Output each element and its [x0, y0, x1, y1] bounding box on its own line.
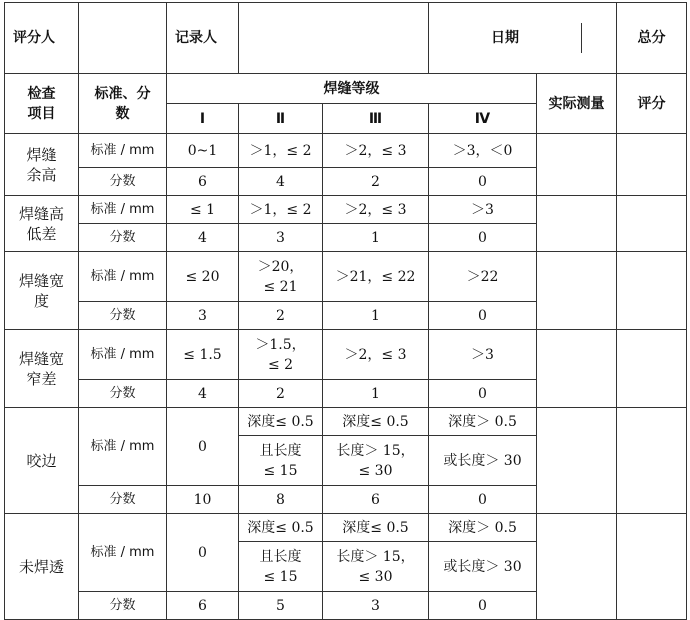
standard-cell: 深度≤ 0.5 — [239, 408, 323, 436]
standard-label: 标准 / mm — [79, 408, 167, 486]
score-value: 4 — [167, 224, 239, 252]
score-cell[interactable] — [617, 134, 687, 196]
standard-cell: ＞20， ≤ 21 — [239, 252, 323, 302]
score-value: 8 — [239, 486, 323, 514]
col-grade-header: 焊缝等级 — [167, 74, 537, 104]
score-value: 0 — [429, 592, 537, 620]
standard-label: 标准 / mm — [79, 514, 167, 592]
standard-cell: 0~1 — [167, 134, 239, 168]
standard-cell: 0 — [167, 408, 239, 486]
measured-cell[interactable] — [537, 408, 617, 514]
standard-label: 标准 / mm — [79, 196, 167, 224]
standard-cell: ＞21，≤ 22 — [323, 252, 429, 302]
col-item-header: 检查 项目 — [5, 74, 79, 134]
grade-1-header: Ⅰ — [167, 104, 239, 134]
standard-cell: ＞3，＜0 — [429, 134, 537, 168]
standard-cell: 深度≤ 0.5 — [323, 514, 429, 542]
score-value: 0 — [429, 380, 537, 408]
score-label: 分数 — [79, 380, 167, 408]
standard-cell: 或长度＞ 30 — [429, 542, 537, 592]
score-value: 0 — [429, 486, 537, 514]
score-cell[interactable] — [617, 196, 687, 252]
score-cell[interactable] — [617, 514, 687, 620]
measured-cell[interactable] — [537, 514, 617, 620]
grade-3-header: Ⅲ — [323, 104, 429, 134]
date-label: 日期 — [429, 23, 582, 53]
score-value: 4 — [239, 168, 323, 196]
measured-cell[interactable] — [537, 330, 617, 408]
score-label: 分数 — [79, 486, 167, 514]
measured-cell[interactable] — [537, 196, 617, 252]
total-label: 总分 — [617, 3, 687, 74]
weld-score-table — [4, 2, 687, 620]
score-value: 2 — [323, 168, 429, 196]
scorer-value[interactable] — [79, 3, 167, 74]
standard-cell: ＞22 — [429, 252, 537, 302]
score-value: 4 — [167, 380, 239, 408]
standard-cell: ≤ 1 — [167, 196, 239, 224]
standard-cell: ≤ 1.5 — [167, 330, 239, 380]
standard-cell: ＞2，≤ 3 — [323, 196, 429, 224]
score-value: 1 — [323, 302, 429, 330]
score-value: 3 — [239, 224, 323, 252]
measured-cell[interactable] — [537, 134, 617, 196]
standard-cell: ＞2，≤ 3 — [323, 330, 429, 380]
standard-cell: ＞2，≤ 3 — [323, 134, 429, 168]
standard-cell: 深度≤ 0.5 — [323, 408, 429, 436]
standard-cell: 或长度＞ 30 — [429, 436, 537, 486]
score-value: 6 — [167, 168, 239, 196]
item-incomplete-penetration: 未焊透 — [5, 514, 79, 620]
score-value: 6 — [323, 486, 429, 514]
item-height-difference: 焊缝高 低差 — [5, 196, 79, 252]
score-value: 5 — [239, 592, 323, 620]
measured-cell[interactable] — [537, 252, 617, 330]
score-label: 分数 — [79, 592, 167, 620]
standard-cell: 且长度 ≤ 15 — [239, 436, 323, 486]
standard-cell: 深度≤ 0.5 — [239, 514, 323, 542]
standard-cell: ≤ 20 — [167, 252, 239, 302]
recorder-value[interactable] — [239, 3, 429, 74]
score-label: 分数 — [79, 168, 167, 196]
col-measured-header: 实际测量 — [537, 74, 617, 134]
score-value: 0 — [429, 168, 537, 196]
standard-cell: ＞3 — [429, 330, 537, 380]
item-reinforcement: 焊缝 余高 — [5, 134, 79, 196]
score-cell[interactable] — [617, 330, 687, 408]
standard-label: 标准 / mm — [79, 134, 167, 168]
standard-cell: 深度＞ 0.5 — [429, 408, 537, 436]
grade-2-header: Ⅱ — [239, 104, 323, 134]
grade-4-header: Ⅳ — [429, 104, 537, 134]
item-undercut: 咬边 — [5, 408, 79, 514]
standard-cell: 0 — [167, 514, 239, 592]
score-value: 10 — [167, 486, 239, 514]
score-value: 3 — [323, 592, 429, 620]
standard-cell: 长度＞ 15， ≤ 30 — [323, 436, 429, 486]
standard-cell: 且长度 ≤ 15 — [239, 542, 323, 592]
score-value: 1 — [323, 224, 429, 252]
standard-cell: 长度＞ 15， ≤ 30 — [323, 542, 429, 592]
standard-label: 标准 / mm — [79, 330, 167, 380]
standard-cell: ＞1，≤ 2 — [239, 196, 323, 224]
standard-cell: ＞3 — [429, 196, 537, 224]
scorer-label: 评分人 — [5, 3, 79, 74]
date-value[interactable] — [582, 23, 616, 53]
standard-cell: ＞1，≤ 2 — [239, 134, 323, 168]
col-standard-header: 标准、分 数 — [79, 74, 167, 134]
score-value: 3 — [167, 302, 239, 330]
score-value: 2 — [239, 302, 323, 330]
score-value: 0 — [429, 224, 537, 252]
standard-label: 标准 / mm — [79, 252, 167, 302]
score-cell[interactable] — [617, 408, 687, 514]
score-value: 0 — [429, 302, 537, 330]
score-value: 2 — [239, 380, 323, 408]
score-cell[interactable] — [617, 252, 687, 330]
score-label: 分数 — [79, 302, 167, 330]
recorder-label: 记录人 — [167, 3, 239, 74]
item-width: 焊缝宽 度 — [5, 252, 79, 330]
score-label: 分数 — [79, 224, 167, 252]
standard-cell: ＞1.5， ≤ 2 — [239, 330, 323, 380]
standard-cell: 深度＞ 0.5 — [429, 514, 537, 542]
score-value: 6 — [167, 592, 239, 620]
col-score-header: 评分 — [617, 74, 687, 134]
score-value: 1 — [323, 380, 429, 408]
item-width-difference: 焊缝宽 窄差 — [5, 330, 79, 408]
